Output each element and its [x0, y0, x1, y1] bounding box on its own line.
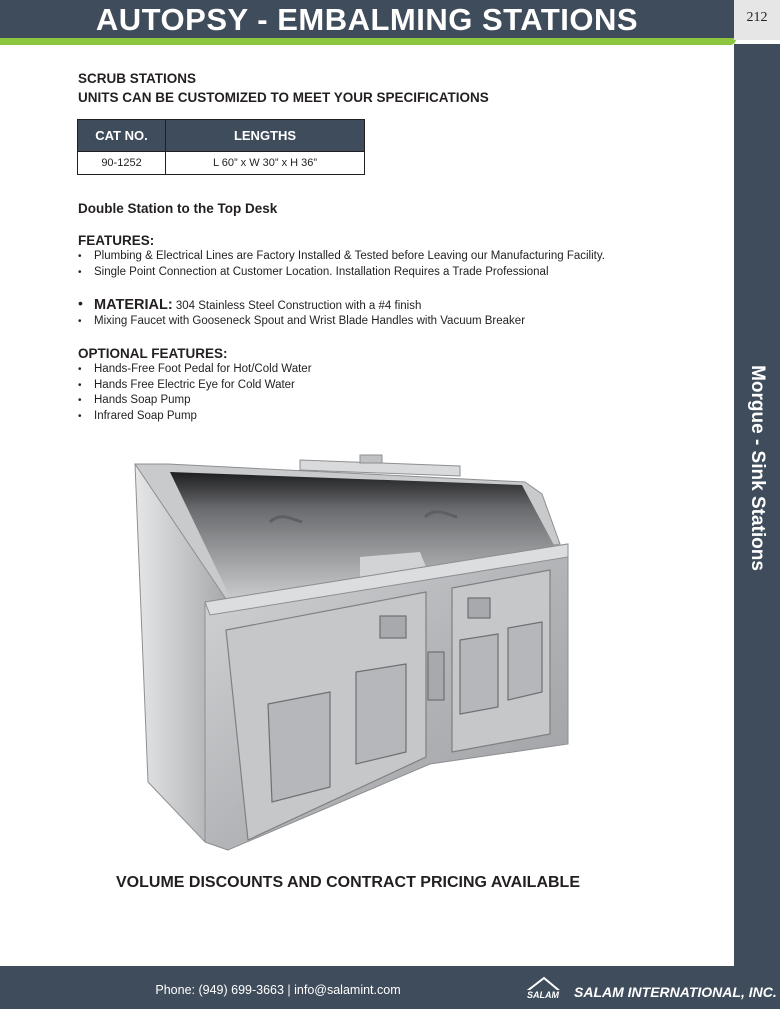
logo-badge-icon	[516, 976, 570, 1000]
table-cell-lengths: L 60” x W 30” x H 36”	[166, 152, 365, 175]
material-item	[94, 297, 421, 313]
spec-table	[77, 119, 365, 175]
feature-item: • Plumbing & Electrical Lines are Factory Installed & Tested before Leaving our Manufacturing Facility.	[94, 250, 605, 262]
table-header-lengths: LENGTHS	[166, 120, 365, 152]
section-subheading: UNITS CAN BE CUSTOMIZED TO MEET YOUR SPECIFICATIONS	[78, 90, 489, 105]
optional-item: • Hands-Free Foot Pedal for Hot/Cold Water	[94, 363, 312, 375]
table-cell-cat-no: 90-1252	[78, 152, 166, 175]
feature-item: • Single Point Connection at Customer Location. Installation Requires a Trade Professional	[94, 266, 549, 278]
table-header-row	[78, 120, 365, 152]
pricing-note: VOLUME DISCOUNTS AND CONTRACT PRICING AVAILABLE	[116, 874, 580, 891]
company-logo	[516, 976, 777, 1002]
footer-contact: Phone: (949) 699-3663 | info@salamint.com	[155, 983, 401, 997]
material-label: MATERIAL:	[94, 297, 173, 313]
page-title: AUTOPSY - EMBALMING STATIONS	[95, 2, 639, 37]
material-text: 304 Stainless Steel Construction with a #4 finish	[175, 300, 422, 312]
logo-badge-text: SALAM	[527, 990, 559, 1000]
table-row	[78, 152, 365, 175]
optional-item: • Hands Free Electric Eye for Cold Water	[94, 379, 295, 391]
table-header-cat-no: CAT NO.	[78, 120, 166, 152]
feature-item: • Mixing Faucet with Gooseneck Spout and Wrist Blade Handles with Vacuum Breaker	[94, 315, 525, 327]
logo-text: SALAM INTERNATIONAL, INC.	[574, 984, 777, 1000]
optional-item: • Hands Soap Pump	[94, 394, 191, 406]
page-number: 212	[746, 10, 768, 25]
scrub-station-image	[130, 452, 575, 854]
optional-features-title: OPTIONAL FEATURES:	[78, 346, 228, 361]
header-accent-stripe	[0, 38, 736, 45]
features-title: FEATURES:	[78, 233, 155, 248]
optional-item: • Infrared Soap Pump	[94, 410, 197, 422]
product-subheading: Double Station to the Top Desk	[78, 201, 278, 216]
side-tab-label: Morgue - Sink Stations	[747, 365, 768, 571]
section-heading: SCRUB STATIONS	[78, 71, 196, 86]
